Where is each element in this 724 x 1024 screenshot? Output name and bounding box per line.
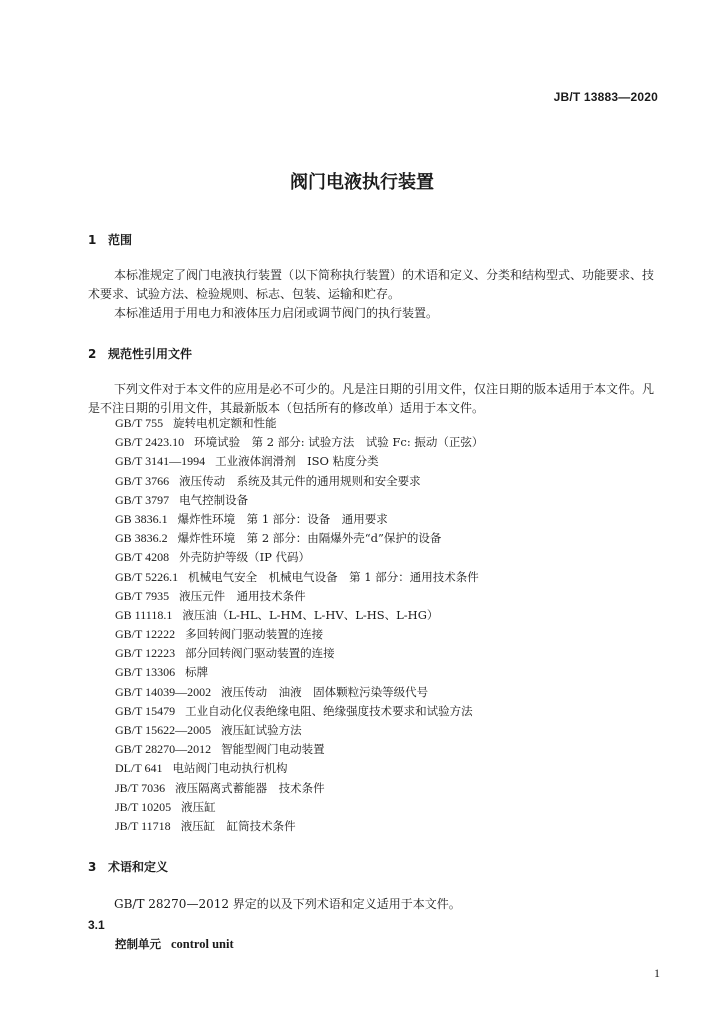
reference-code: GB 3836.2	[115, 531, 168, 546]
reference-code: GB/T 7935	[115, 588, 170, 603]
reference-item	[115, 568, 483, 587]
reference-name: 外壳防护等级（IP 代码）	[179, 550, 311, 565]
reference-code: JB/T 7036	[115, 780, 166, 795]
section-title: 术语和定义	[108, 860, 169, 874]
reference-name: 部分回转阀门驱动装置的连接	[185, 646, 335, 661]
reference-code: GB/T 3141—1994	[115, 454, 206, 469]
reference-code: GB/T 12222	[115, 627, 176, 642]
terms-intro: GB/T 28270—2012 界定的以及下列术语和定义适用于本文件。	[114, 897, 461, 911]
reference-name: 工业液体润滑剂 ISO 粘度分类	[215, 454, 379, 469]
reference-name: 液压缸	[181, 799, 216, 814]
reference-code: GB/T 13306	[115, 665, 176, 680]
reference-name: 液压传动 油液 固体颗粒污染等级代号	[221, 684, 429, 699]
reference-name: 爆炸性环境 第 1 部分：设备 通用要求	[177, 511, 388, 526]
reference-item	[115, 433, 483, 452]
reference-name: 环境试验 第 2 部分: 试验方法 试验 Fc: 振动（正弦）	[194, 435, 484, 450]
term-english: control unit	[171, 937, 234, 951]
section-number: 1	[88, 233, 97, 247]
reference-item	[115, 548, 483, 567]
scope-paragraph-2: 本标准适用于用电力和液体压力启闭或调节阀门的执行装置。	[114, 306, 439, 320]
reference-name: 机械电气安全 机械电气设备 第 1 部分：通用技术条件	[188, 569, 479, 584]
reference-item	[115, 414, 483, 433]
reference-code: GB/T 3797	[115, 492, 170, 507]
section-heading-terms	[88, 858, 168, 875]
reference-name: 旋转电机定额和性能	[173, 416, 277, 430]
reference-name: 液压油（L-HL、L-HM、L-HV、L-HS、L-HG）	[182, 607, 439, 622]
reference-code: GB/T 28270—2012	[115, 742, 212, 757]
reference-item	[115, 759, 483, 778]
reference-code: GB/T 15622—2005	[115, 723, 212, 737]
term-chinese: 控制单元	[115, 937, 161, 951]
reference-code: JB/T 10205	[115, 799, 172, 814]
reference-item	[115, 625, 483, 644]
reference-code: JB/T 11718	[115, 818, 171, 833]
reference-code: GB/T 15479	[115, 703, 176, 718]
reference-name: 液压元件 通用技术条件	[179, 588, 306, 603]
section-title: 范围	[108, 233, 133, 247]
reference-item	[115, 817, 483, 836]
reference-item	[115, 472, 483, 491]
section-number: 3	[88, 860, 97, 874]
reference-item	[115, 587, 483, 606]
section-heading-normative-references	[88, 345, 192, 362]
reference-item	[115, 779, 483, 798]
page-number: 1	[654, 966, 660, 980]
reference-code: GB/T 14039—2002	[115, 684, 212, 699]
reference-item	[115, 740, 483, 759]
standard-number: JB/T 13883—2020	[553, 90, 658, 104]
reference-item	[115, 491, 483, 510]
reference-code: GB/T 755	[115, 416, 164, 430]
reference-item	[115, 606, 483, 625]
reference-code: DL/T 641	[115, 761, 163, 776]
section-number: 2	[88, 347, 97, 361]
reference-item	[115, 798, 483, 817]
reference-code: GB 11118.1	[115, 607, 173, 622]
reference-name: 液压缸试验方法	[221, 723, 302, 737]
scope-paragraph-1: 本标准规定了阀门电液执行装置（以下简称执行装置）的术语和定义、分类和结构型式、功能要求、技术要求、试验方法、检验规则、标志、包装、运输和贮存。	[88, 268, 655, 301]
term-entry	[115, 936, 234, 952]
reference-item	[115, 452, 483, 471]
reference-name: 智能型阀门电动装置	[221, 742, 325, 757]
reference-name: 液压隔离式蓄能器 技术条件	[175, 780, 325, 795]
reference-name: 液压传动 系统及其元件的通用规则和安全要求	[179, 473, 421, 488]
reference-name: 电站阀门电动执行机构	[172, 761, 288, 776]
reference-code: GB/T 5226.1	[115, 569, 179, 584]
reference-item	[115, 644, 483, 663]
reference-item	[115, 663, 483, 682]
references-intro: 下列文件对于本文件的应用是必不可少的。凡是注日期的引用文件，仅注日期的版本适用于本文件。凡是不注日期的引用文件，其最新版本（包括所有的修改单）适用于本文件。	[88, 382, 655, 415]
reference-name: 液压缸 缸筒技术条件	[180, 818, 296, 833]
reference-name: 标牌	[185, 665, 209, 680]
reference-item	[115, 702, 483, 721]
reference-name: 爆炸性环境 第 2 部分：由隔爆外壳“d”保护的设备	[177, 531, 442, 546]
section-title: 规范性引用文件	[108, 347, 193, 361]
reference-code: GB/T 2423.10	[115, 435, 185, 450]
reference-name: 工业自动化仪表绝缘电阻、绝缘强度技术要求和试验方法	[185, 703, 473, 718]
reference-name: 多回转阀门驱动装置的连接	[185, 627, 324, 642]
reference-item	[115, 683, 483, 702]
reference-name: 电气控制设备	[179, 492, 249, 507]
reference-list	[115, 414, 483, 836]
term-number: 3.1	[88, 918, 105, 932]
reference-code: GB/T 3766	[115, 473, 170, 488]
reference-item	[115, 510, 483, 529]
document-title: 阀门电液执行装置	[290, 172, 434, 193]
reference-item	[115, 721, 483, 740]
reference-code: GB/T 4208	[115, 550, 170, 565]
section-heading-scope	[88, 231, 132, 248]
reference-item	[115, 529, 483, 548]
reference-code: GB/T 12223	[115, 646, 176, 661]
reference-code: GB 3836.1	[115, 511, 168, 526]
